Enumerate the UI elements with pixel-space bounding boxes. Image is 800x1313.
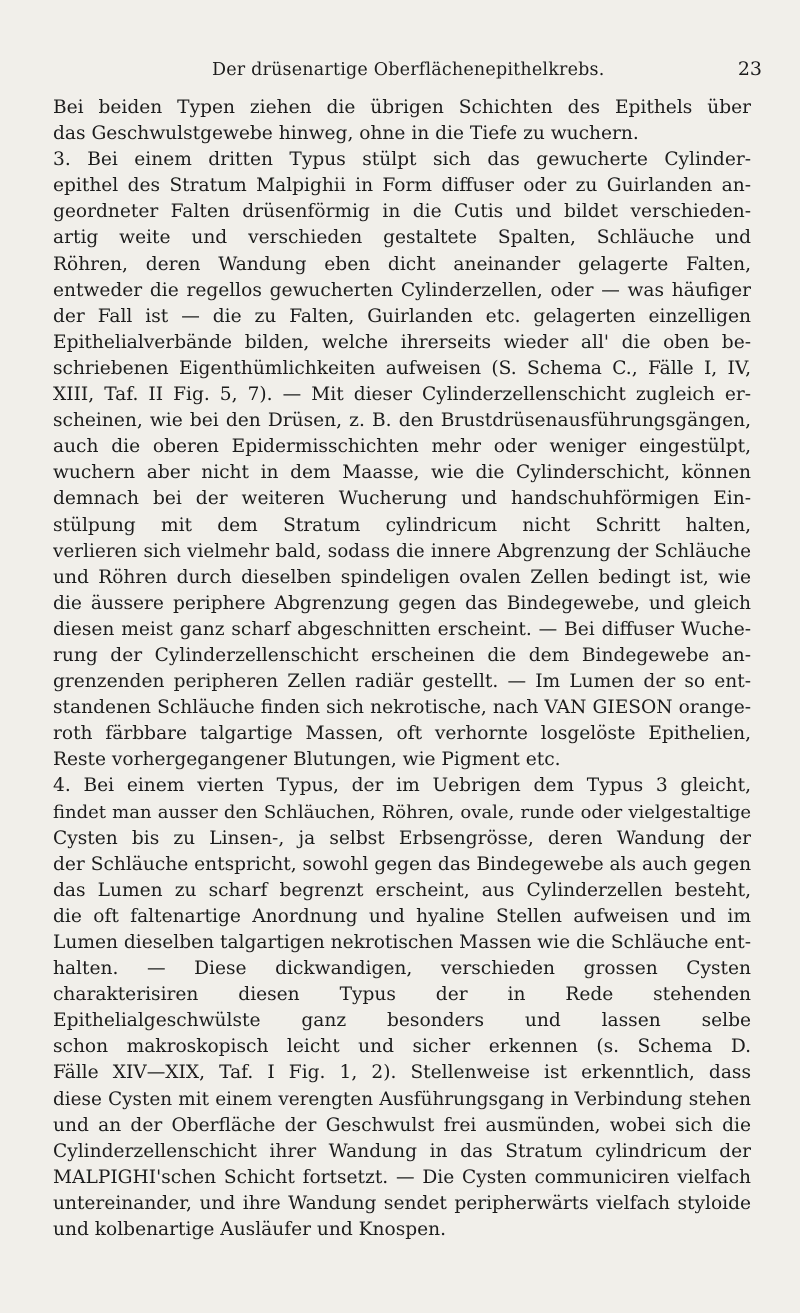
text-line: roth färbbare talgartige Massen, oft verhornte losgelöste Epithelien, bbox=[53, 723, 751, 745]
page-header bbox=[0, 58, 800, 86]
text-line: grenzenden peripheren Zellen radiär gestellt. — Im Lumen der so ent- bbox=[53, 671, 751, 693]
text-line: standenen Schläuche finden sich nekrotische, nach VAN GIESON orange- bbox=[53, 697, 751, 719]
text-line: das Geschwulstgewebe hinweg, ohne in die Tiefe zu wuchern. bbox=[53, 123, 639, 145]
text-line: Reste vorhergegangener Blutungen, wie Pigment etc. bbox=[53, 749, 561, 771]
text-line: halten. — Diese dickwandigen, verschieden grossen Cysten bbox=[53, 958, 751, 980]
text-line: das Lumen zu scharf begrenzt erscheint, aus Cylinderzellen besteht, bbox=[53, 879, 751, 901]
text-line: diese Cysten mit einem verengten Ausführungsgang in Verbindung stehen bbox=[53, 1088, 751, 1110]
text-line: geordneter Falten drüsenförmig in die Cutis und bildet verschieden- bbox=[53, 201, 751, 223]
text-line: schriebenen Eigenthümlichkeiten aufweisen (S. Schema C., Fälle I, IV, bbox=[53, 357, 751, 379]
text-line: Fälle XIV—XIX, Taf. I Fig. 1, 2). Stellenweise ist erkenntlich, dass bbox=[53, 1062, 751, 1084]
text-line: stülpung mit dem Stratum cylindricum nicht Schritt halten, bbox=[53, 514, 751, 536]
text-line: Lumen dieselben talgartigen nekrotischen Massen wie die Schläuche ent- bbox=[53, 932, 751, 953]
text-line: findet man ausser den Schläuchen, Röhren, ovale, runde oder vielgestaltige bbox=[53, 801, 751, 823]
text-line: wuchern aber nicht in dem Maasse, wie die Cylinderschicht, können bbox=[53, 462, 751, 484]
text-line: scheinen, wie bei den Drüsen, z. B. den Brustdrüsenausführungsgängen, bbox=[53, 410, 751, 432]
page-number: 23 bbox=[737, 58, 762, 80]
text-line: Cysten bis zu Linsen-, ja selbst Erbsengrösse, deren Wandung der bbox=[53, 827, 751, 849]
text-line: artig weite und verschieden gestaltete Spalten, Schläuche und bbox=[53, 227, 751, 249]
text-line: diesen meist ganz scharf abgeschnitten erscheint. — Bei diffuser Wuche- bbox=[53, 618, 751, 640]
text-line: Bei beiden Typen ziehen die übrigen Schichten des Epithels über bbox=[53, 97, 751, 118]
text-line: der Fall ist — die zu Falten, Guirlanden etc. gelagerten einzelligen bbox=[53, 305, 751, 327]
text-line: demnach bei der weiteren Wucherung und handschuhförmigen Ein- bbox=[53, 488, 751, 510]
text-line: Cylinderzellenschicht ihrer Wandung in das Stratum cylindricum der bbox=[53, 1140, 751, 1162]
text-line: die oft faltenartige Anordnung und hyaline Stellen aufweisen und im bbox=[53, 905, 751, 927]
text-line: auch die oberen Epidermisschichten mehr oder weniger eingestülpt, bbox=[53, 436, 751, 458]
text-line: MALPIGHI'schen Schicht fortsetzt. — Die Cysten communiciren vielfach bbox=[53, 1166, 751, 1188]
text-line: charakterisiren diesen Typus der in Rede stehenden bbox=[53, 984, 751, 1006]
text-line: rung der Cylinderzellenschicht erscheinen die dem Bindegewebe an- bbox=[53, 644, 751, 666]
text-line: verlieren sich vielmehr bald, sodass die innere Abgrenzung der Schläuche bbox=[53, 540, 751, 562]
running-title: Der drüsenartige Oberflächenepithelkrebs. bbox=[212, 60, 605, 80]
text-line: XIII, Taf. II Fig. 5, 7). — Mit dieser Cylinderzellenschicht zugleich er- bbox=[53, 384, 751, 406]
text-line: untereinander, und ihre Wandung sendet peripherwärts vielfach styloide bbox=[53, 1192, 751, 1214]
text-line: Röhren, deren Wandung eben dicht aneinander gelagerte Falten, bbox=[53, 253, 751, 275]
text-line: entweder die regellos gewucherten Cylinderzellen, oder — was häufiger bbox=[53, 279, 751, 301]
text-line: der Schläuche entspricht, sowohl gegen das Bindegewebe als auch gegen bbox=[53, 853, 751, 875]
text-line: und Röhren durch dieselben spindeligen ovalen Zellen bedingt ist, wie bbox=[53, 566, 751, 588]
text-line: epithel des Stratum Malpighii in Form diffuser oder zu Guirlanden an- bbox=[53, 175, 751, 197]
body-text bbox=[53, 95, 751, 1243]
text-line: und an der Oberfläche der Geschwulst frei ausmünden, wobei sich die bbox=[53, 1114, 751, 1136]
text-line: Epithelialgeschwülste ganz besonders und lassen selbe bbox=[53, 1010, 751, 1032]
text-line: und kolbenartige Ausläufer und Knospen. bbox=[53, 1219, 447, 1241]
text-line: 3. Bei einem dritten Typus stülpt sich das gewucherte Cylinder- bbox=[53, 149, 751, 171]
text-line: die äussere periphere Abgrenzung gegen das Bindegewebe, und gleich bbox=[53, 592, 751, 614]
text-line: schon makroskopisch leicht und sicher erkennen (s. Schema D. bbox=[53, 1036, 751, 1058]
text-line: Epithelialverbände bilden, welche ihrerseits wieder all' die oben be- bbox=[53, 331, 751, 353]
text-line: 4. Bei einem vierten Typus, der im Uebrigen dem Typus 3 gleicht, bbox=[53, 775, 751, 797]
